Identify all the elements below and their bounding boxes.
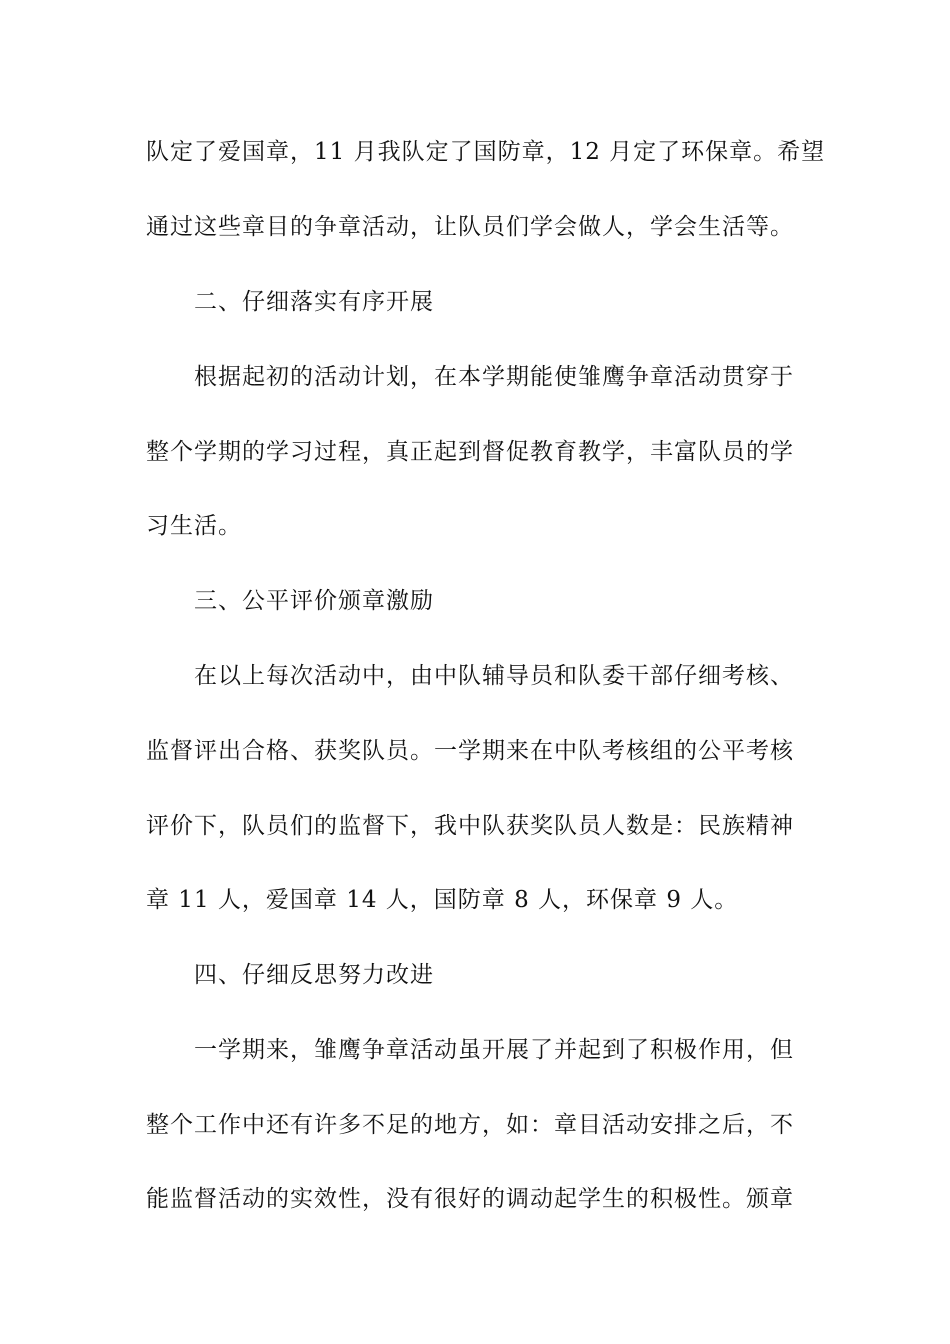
paragraph-line: 根据起初的活动计划，在本学期能使雏鹰争章活动贯穿于: [194, 364, 794, 390]
paragraph-line: 章 11 人，爱国章 14 人，国防章 8 人，环保章 9 人。: [146, 887, 739, 913]
paragraph-line: 在以上每次活动中，由中队辅导员和队委干部仔细考核、: [194, 663, 794, 689]
paragraph-line: 习生活。: [146, 513, 242, 539]
section-heading: 四、仔细反思努力改进: [194, 962, 434, 988]
paragraph-line: 整个学期的学习过程，真正起到督促教育教学，丰富队员的学: [146, 439, 794, 465]
paragraph-line: 队定了爱国章，11 月我队定了国防章，12 月定了环保章。希望: [146, 139, 826, 165]
section-heading: 二、仔细落实有序开展: [194, 289, 434, 315]
paragraph-line: 评价下，队员们的监督下，我中队获奖队员人数是：民族精神: [146, 813, 794, 839]
paragraph-line: 能监督活动的实效性，没有很好的调动起学生的积极性。颁章: [146, 1186, 794, 1212]
paragraph-line: 通过这些章目的争章活动，让队员们学会做人，学会生活等。: [146, 214, 794, 240]
paragraph-line: 监督评出合格、获奖队员。一学期来在中队考核组的公平考核: [146, 738, 794, 764]
paragraph-line: 整个工作中还有许多不足的地方，如：章目活动安排之后，不: [146, 1112, 794, 1138]
section-heading: 三、公平评价颁章激励: [194, 588, 434, 614]
paragraph-line: 一学期来，雏鹰争章活动虽开展了并起到了积极作用，但: [194, 1037, 794, 1063]
